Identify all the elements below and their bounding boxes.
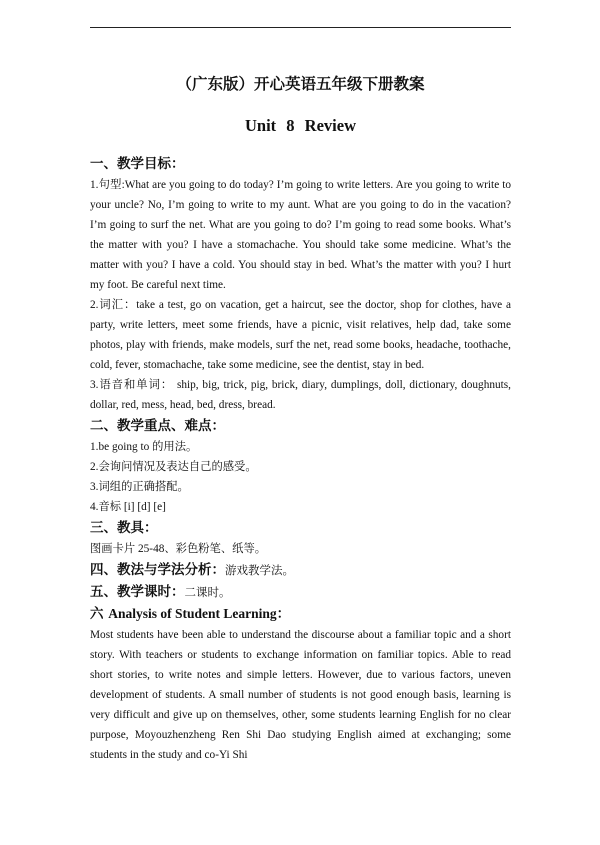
section-6-prefix: 六 — [90, 606, 109, 622]
section-5-heading — [90, 581, 511, 603]
section-4-heading — [90, 559, 511, 581]
section-4-text: 游戏教学法。 — [225, 563, 294, 577]
section-4-title: 四、教法与学法分析： — [90, 562, 225, 578]
section-5-text: 二课时。 — [184, 585, 231, 599]
teaching-goal-vocabulary: 2.词汇：take a test, go on vacation, get a haircut, see the doctor, shop for clothes, have a party, write letters, meet some friends, have a picnic, visit relatives, help dad, take some photos, play with friends, make models, surf the net, read some books, headache, toothache, cold, fever, stomachache, take some medicine, see the dentist, stay in bed. — [90, 299, 511, 371]
section-1-heading: 一、教学目标： — [90, 156, 185, 172]
section-6-title: Analysis of Student Learning： — [108, 606, 291, 621]
student-analysis-text: Most students have been able to understand the discourse about a familiar topic and a short story. With teachers or students to exchange information on familiar topics. Able to read short stories, to write notes and simple letters. However, due to various factors, uneven development of students. A small number of students is not good enough basis, learning is very difficult and give up on themselves, other, some students learning English for no clear purpose, Moyouzhenzheng Ren Shi Dao studying English aimed at exchanging; some students in the study and co-Yi Shi — [90, 629, 511, 761]
teaching-aids-text: 图画卡片 25-48、彩色粉笔、纸等。 — [90, 543, 267, 555]
key-point-3: 3.词组的正确搭配。 — [90, 481, 189, 493]
document-body — [90, 153, 511, 765]
key-point-4: 4.音标 [i] [d] [e] — [90, 501, 166, 513]
top-rule — [90, 27, 511, 28]
section-3-heading: 三、教具： — [90, 520, 158, 536]
key-point-2: 2.会询问情况及表达自己的感受。 — [90, 461, 257, 473]
section-6-heading — [90, 603, 511, 625]
section-5-title: 五、教学课时： — [90, 584, 185, 600]
key-point-1: 1.be going to 的用法。 — [90, 441, 198, 453]
section-2-heading: 二、教学重点、难点： — [90, 418, 225, 434]
unit-title: Unit 8 Review — [245, 116, 356, 135]
teaching-goal-phonics: 3.语音和单词： ship, big, trick, pig, brick, diary, dumplings, doll, dictionary, doughnuts, dollar, red, mess, head, bed, dress, bread. — [90, 379, 511, 411]
document-title: （广东版）开心英语五年级下册教案 — [176, 74, 425, 93]
teaching-goal-sentences: 1.句型:What are you going to do today? I’m going to write letters. Are you going to write to your uncle? No, I’m going to write to my aunt. What are you going to do in the vacation? I’m going to surf the net. What are you going to do? I’m going to read some books. What’s the matter with you? I have a stomachache. You should take some medicine. What’s the matter with you? I have a cold. You should stay in bed. What’s the matter with you? I hurt my foot. Be careful next time. — [90, 179, 511, 291]
